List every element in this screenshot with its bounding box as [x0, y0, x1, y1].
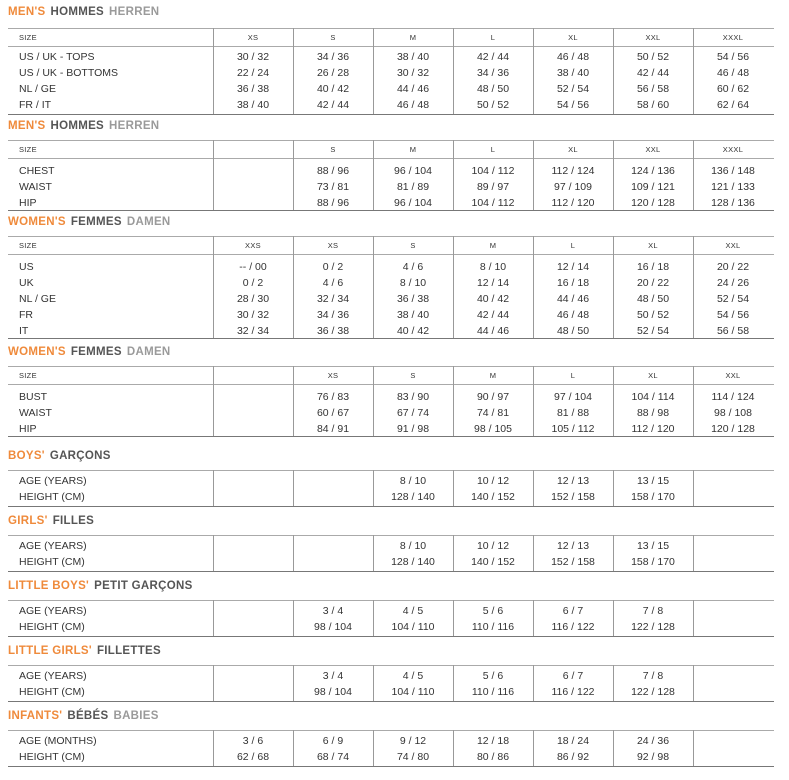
size-header: M — [489, 241, 497, 250]
row-label: US — [19, 261, 34, 273]
table-cell: 56 / 58 — [716, 325, 750, 337]
table-cell: 8 / 10 — [399, 277, 427, 289]
table-cell: 12 / 14 — [556, 261, 590, 273]
table-cell: 13 / 15 — [636, 540, 670, 552]
table-cell: 54 / 56 — [716, 309, 750, 321]
table-cell: 7 / 8 — [642, 670, 664, 682]
table-cell: 12 / 18 — [476, 735, 510, 747]
table-cell: 4 / 5 — [402, 605, 424, 617]
table-rule — [8, 140, 774, 141]
size-label: SIZE — [19, 241, 37, 250]
row-label: BUST — [19, 391, 48, 403]
table-cell: 96 / 104 — [394, 165, 432, 177]
table-cell: 6 / 7 — [562, 605, 584, 617]
table-title-part: GIRLS' — [8, 515, 48, 527]
size-header: L — [490, 33, 496, 42]
table-cell: 4 / 6 — [322, 277, 344, 289]
table-cell: 3 / 6 — [242, 735, 264, 747]
table-cell: 152 / 158 — [551, 556, 595, 568]
table-cell: 42 / 44 — [476, 51, 510, 63]
table-title-part: HOMMES — [50, 6, 105, 18]
table-title-part: LITTLE GIRLS' — [8, 645, 92, 657]
table-cell: 30 / 32 — [236, 51, 270, 63]
table-cell: 136 / 148 — [711, 165, 755, 177]
table-cell: 52 / 54 — [716, 293, 750, 305]
table-title-part: BÉBÉS — [67, 710, 109, 722]
table-cell: 152 / 158 — [551, 491, 595, 503]
table-cell: 36 / 38 — [396, 293, 430, 305]
table-title — [8, 515, 99, 527]
table-cell: 48 / 50 — [556, 325, 590, 337]
column-divider — [213, 535, 214, 571]
table-title-part: FILLES — [52, 515, 95, 527]
table-title — [8, 120, 159, 132]
row-label: FR — [19, 309, 33, 321]
row-label: HEIGHT (CM) — [19, 686, 85, 698]
table-cell: 112 / 120 — [631, 423, 675, 435]
table-cell: 104 / 112 — [471, 165, 515, 177]
table-title-part: PETIT GARÇONS — [94, 580, 193, 592]
table-rule — [8, 535, 774, 536]
column-divider — [693, 665, 694, 701]
table-cell: 10 / 12 — [476, 475, 510, 487]
size-header: M — [409, 145, 417, 154]
row-label: NL / GE — [19, 293, 56, 305]
table-cell: 140 / 152 — [471, 556, 515, 568]
table-cell: 120 / 128 — [631, 197, 675, 209]
table-title-part: LITTLE BOYS' — [8, 580, 90, 592]
table-title-part: MEN'S — [8, 120, 46, 132]
table-title-part: MEN'S — [8, 6, 46, 18]
row-label: HEIGHT (CM) — [19, 491, 85, 503]
row-label: AGE (YEARS) — [19, 670, 87, 682]
table-cell: 44 / 46 — [556, 293, 590, 305]
table-title — [8, 580, 198, 592]
table-cell: 46 / 48 — [396, 99, 430, 111]
table-rule — [8, 730, 774, 731]
table-title-part: HERREN — [109, 6, 160, 18]
row-label: HIP — [19, 423, 37, 435]
table-cell: 124 / 136 — [631, 165, 675, 177]
table-cell: 97 / 109 — [554, 181, 592, 193]
table-cell: 90 / 97 — [476, 391, 510, 403]
row-label: AGE (MONTHS) — [19, 735, 97, 747]
table-title-part: HERREN — [109, 120, 160, 132]
table-cell: 112 / 120 — [551, 197, 595, 209]
row-label: AGE (YEARS) — [19, 605, 87, 617]
table-cell: 112 / 124 — [551, 165, 595, 177]
column-divider — [693, 600, 694, 636]
size-header: L — [570, 371, 576, 380]
table-cell: 62 / 64 — [716, 99, 750, 111]
column-divider — [693, 730, 694, 766]
size-header: L — [570, 241, 576, 250]
table-cell: 122 / 128 — [631, 621, 675, 633]
table-rule — [8, 158, 774, 159]
column-divider — [213, 665, 214, 701]
table-cell: 8 / 10 — [479, 261, 507, 273]
size-header: L — [490, 145, 496, 154]
size-header: XL — [648, 241, 658, 250]
table-title — [8, 216, 171, 228]
table-cell: 73 / 81 — [316, 181, 350, 193]
table-cell: 34 / 36 — [476, 67, 510, 79]
table-cell: 38 / 40 — [396, 309, 430, 321]
table-cell: 96 / 104 — [394, 197, 432, 209]
size-header: S — [330, 145, 336, 154]
table-cell: 60 / 62 — [716, 83, 750, 95]
size-header: XL — [568, 145, 578, 154]
table-cell: 116 / 122 — [551, 621, 595, 633]
table-cell: 12 / 13 — [556, 540, 590, 552]
table-cell: 91 / 98 — [396, 423, 430, 435]
table-cell: 18 / 24 — [556, 735, 590, 747]
table-title-part: HOMMES — [50, 120, 105, 132]
table-cell: 36 / 38 — [236, 83, 270, 95]
table-cell: 140 / 152 — [471, 491, 515, 503]
table-cell: 114 / 124 — [711, 391, 755, 403]
column-divider — [693, 535, 694, 571]
table-cell: 52 / 54 — [556, 83, 590, 95]
size-header: M — [409, 33, 417, 42]
table-cell: 60 / 67 — [316, 407, 350, 419]
table-cell: 44 / 46 — [396, 83, 430, 95]
table-cell: 86 / 92 — [556, 751, 590, 763]
size-header: XL — [648, 371, 658, 380]
table-cell: 20 / 22 — [636, 277, 670, 289]
table-title — [8, 645, 166, 657]
table-cell: 10 / 12 — [476, 540, 510, 552]
table-cell: 116 / 122 — [551, 686, 595, 698]
table-cell: 54 / 56 — [716, 51, 750, 63]
table-cell: 98 / 105 — [474, 423, 512, 435]
row-label: AGE (YEARS) — [19, 540, 87, 552]
table-cell: 92 / 98 — [636, 751, 670, 763]
table-cell: 122 / 128 — [631, 686, 675, 698]
table-cell: 104 / 110 — [391, 686, 435, 698]
size-header: S — [410, 241, 416, 250]
size-header: XXL — [725, 371, 741, 380]
size-header: XXXL — [722, 33, 744, 42]
table-rule — [8, 210, 774, 211]
table-cell: 88 / 96 — [316, 197, 350, 209]
table-cell: 68 / 74 — [316, 751, 350, 763]
table-cell: 0 / 2 — [242, 277, 264, 289]
table-rule — [8, 114, 774, 115]
table-cell: 50 / 52 — [636, 309, 670, 321]
table-cell: 12 / 14 — [476, 277, 510, 289]
table-cell: 30 / 32 — [396, 67, 430, 79]
table-title-part: INFANTS' — [8, 710, 63, 722]
table-cell: 40 / 42 — [316, 83, 350, 95]
table-cell: 24 / 36 — [636, 735, 670, 747]
table-title — [8, 346, 171, 358]
row-label: UK — [19, 277, 34, 289]
table-cell: 62 / 68 — [236, 751, 270, 763]
row-label: HEIGHT (CM) — [19, 751, 85, 763]
column-divider — [293, 535, 294, 571]
table-rule — [8, 600, 774, 601]
table-cell: 4 / 6 — [402, 261, 424, 273]
table-cell: 13 / 15 — [636, 475, 670, 487]
table-cell: 48 / 50 — [636, 293, 670, 305]
table-cell: 80 / 86 — [476, 751, 510, 763]
table-title-part: GARÇONS — [49, 450, 111, 462]
table-cell: 48 / 50 — [476, 83, 510, 95]
table-cell: 7 / 8 — [642, 605, 664, 617]
size-header: XL — [568, 33, 578, 42]
row-label: FR / IT — [19, 99, 52, 111]
table-title-part: BOYS' — [8, 450, 45, 462]
row-label: HEIGHT (CM) — [19, 621, 85, 633]
table-cell: 88 / 96 — [316, 165, 350, 177]
table-title-part: DAMEN — [126, 346, 171, 358]
table-cell: 38 / 40 — [396, 51, 430, 63]
table-rule — [8, 766, 774, 767]
row-label: WAIST — [19, 407, 52, 419]
row-label: WAIST — [19, 181, 52, 193]
table-rule — [8, 384, 774, 385]
table-cell: 83 / 90 — [396, 391, 430, 403]
table-rule — [8, 571, 774, 572]
size-header: XXS — [245, 241, 261, 250]
size-header: XS — [327, 371, 339, 380]
table-cell: 158 / 170 — [631, 556, 675, 568]
table-cell: 3 / 4 — [322, 605, 344, 617]
table-title — [8, 450, 116, 462]
table-cell: 81 / 88 — [556, 407, 590, 419]
table-title — [8, 6, 159, 18]
table-cell: 28 / 30 — [236, 293, 270, 305]
column-divider — [213, 140, 214, 210]
size-header: XXXL — [722, 145, 744, 154]
table-cell: 22 / 24 — [236, 67, 270, 79]
size-header: XXL — [645, 145, 661, 154]
table-rule — [8, 254, 774, 255]
table-cell: 88 / 98 — [636, 407, 670, 419]
table-title — [8, 710, 159, 722]
table-title-part: FEMMES — [70, 346, 122, 358]
table-cell: 54 / 56 — [556, 99, 590, 111]
table-cell: 20 / 22 — [716, 261, 750, 273]
table-cell: 42 / 44 — [476, 309, 510, 321]
table-cell: 84 / 91 — [316, 423, 350, 435]
table-cell: 9 / 12 — [399, 735, 427, 747]
table-cell: 67 / 74 — [396, 407, 430, 419]
row-label: HIP — [19, 197, 37, 209]
column-divider — [693, 470, 694, 506]
table-cell: 98 / 104 — [314, 686, 352, 698]
table-cell: 12 / 13 — [556, 475, 590, 487]
table-cell: 128 / 140 — [391, 556, 435, 568]
table-cell: 109 / 121 — [631, 181, 675, 193]
column-divider — [213, 600, 214, 636]
table-rule — [8, 28, 774, 29]
table-cell: 3 / 4 — [322, 670, 344, 682]
size-header: M — [489, 371, 497, 380]
size-label: SIZE — [19, 145, 37, 154]
table-cell: 110 / 116 — [471, 686, 515, 698]
table-cell: 46 / 48 — [556, 51, 590, 63]
row-label: AGE (YEARS) — [19, 475, 87, 487]
table-cell: 50 / 52 — [476, 99, 510, 111]
table-rule — [8, 470, 774, 471]
table-rule — [8, 236, 774, 237]
table-cell: 104 / 114 — [631, 391, 675, 403]
table-cell: 8 / 10 — [399, 540, 427, 552]
size-header: XXL — [645, 33, 661, 42]
table-title-part: WOMEN'S — [8, 216, 66, 228]
table-cell: 16 / 18 — [636, 261, 670, 273]
table-cell: 34 / 36 — [316, 309, 350, 321]
table-cell: 104 / 112 — [471, 197, 515, 209]
table-cell: 58 / 60 — [636, 99, 670, 111]
size-header: XS — [247, 33, 259, 42]
table-cell: 74 / 81 — [476, 407, 510, 419]
table-cell: 42 / 44 — [316, 99, 350, 111]
table-rule — [8, 506, 774, 507]
table-rule — [8, 701, 774, 702]
table-cell: 34 / 36 — [316, 51, 350, 63]
table-cell: 16 / 18 — [556, 277, 590, 289]
table-cell: 158 / 170 — [631, 491, 675, 503]
table-cell: 56 / 58 — [636, 83, 670, 95]
row-label: IT — [19, 325, 29, 337]
row-label: HEIGHT (CM) — [19, 556, 85, 568]
table-cell: 97 / 104 — [554, 391, 592, 403]
table-rule — [8, 436, 774, 437]
size-label: SIZE — [19, 33, 37, 42]
table-rule — [8, 46, 774, 47]
table-cell: 98 / 108 — [714, 407, 752, 419]
table-cell: 46 / 48 — [556, 309, 590, 321]
table-cell: -- / 00 — [239, 261, 267, 273]
table-title-part: DAMEN — [126, 216, 171, 228]
table-cell: 50 / 52 — [636, 51, 670, 63]
table-cell: 40 / 42 — [476, 293, 510, 305]
table-cell: 32 / 34 — [316, 293, 350, 305]
table-cell: 32 / 34 — [236, 325, 270, 337]
table-cell: 6 / 7 — [562, 670, 584, 682]
table-cell: 5 / 6 — [482, 670, 504, 682]
table-cell: 24 / 26 — [716, 277, 750, 289]
table-cell: 30 / 32 — [236, 309, 270, 321]
table-cell: 120 / 128 — [711, 423, 755, 435]
table-rule — [8, 665, 774, 666]
table-cell: 128 / 140 — [391, 491, 435, 503]
table-cell: 52 / 54 — [636, 325, 670, 337]
table-cell: 36 / 38 — [316, 325, 350, 337]
size-header: XXL — [725, 241, 741, 250]
table-cell: 6 / 9 — [322, 735, 344, 747]
table-cell: 110 / 116 — [471, 621, 515, 633]
table-cell: 121 / 133 — [711, 181, 755, 193]
size-header: S — [410, 371, 416, 380]
size-header: XS — [327, 241, 339, 250]
column-divider — [293, 470, 294, 506]
table-rule — [8, 636, 774, 637]
table-title-part: FEMMES — [70, 216, 122, 228]
table-cell: 38 / 40 — [236, 99, 270, 111]
table-cell: 46 / 48 — [716, 67, 750, 79]
table-cell: 40 / 42 — [396, 325, 430, 337]
table-title-part: WOMEN'S — [8, 346, 66, 358]
size-label: SIZE — [19, 371, 37, 380]
table-cell: 42 / 44 — [636, 67, 670, 79]
table-cell: 104 / 110 — [391, 621, 435, 633]
column-divider — [213, 470, 214, 506]
row-label: US / UK - BOTTOMS — [19, 67, 118, 79]
table-cell: 105 / 112 — [551, 423, 595, 435]
table-cell: 0 / 2 — [322, 261, 344, 273]
table-cell: 44 / 46 — [476, 325, 510, 337]
column-divider — [213, 366, 214, 436]
row-label: US / UK - TOPS — [19, 51, 95, 63]
table-cell: 76 / 83 — [316, 391, 350, 403]
table-cell: 26 / 28 — [316, 67, 350, 79]
table-cell: 8 / 10 — [399, 475, 427, 487]
table-cell: 89 / 97 — [476, 181, 510, 193]
table-cell: 5 / 6 — [482, 605, 504, 617]
table-cell: 98 / 104 — [314, 621, 352, 633]
table-cell: 4 / 5 — [402, 670, 424, 682]
size-header: S — [330, 33, 336, 42]
row-label: CHEST — [19, 165, 55, 177]
row-label: NL / GE — [19, 83, 56, 95]
table-cell: 38 / 40 — [556, 67, 590, 79]
table-rule — [8, 366, 774, 367]
table-title-part: FILLETTES — [96, 645, 161, 657]
table-rule — [8, 338, 774, 339]
table-cell: 74 / 80 — [396, 751, 430, 763]
table-cell: 81 / 89 — [396, 181, 430, 193]
table-cell: 128 / 136 — [711, 197, 755, 209]
table-title-part: BABIES — [113, 710, 159, 722]
